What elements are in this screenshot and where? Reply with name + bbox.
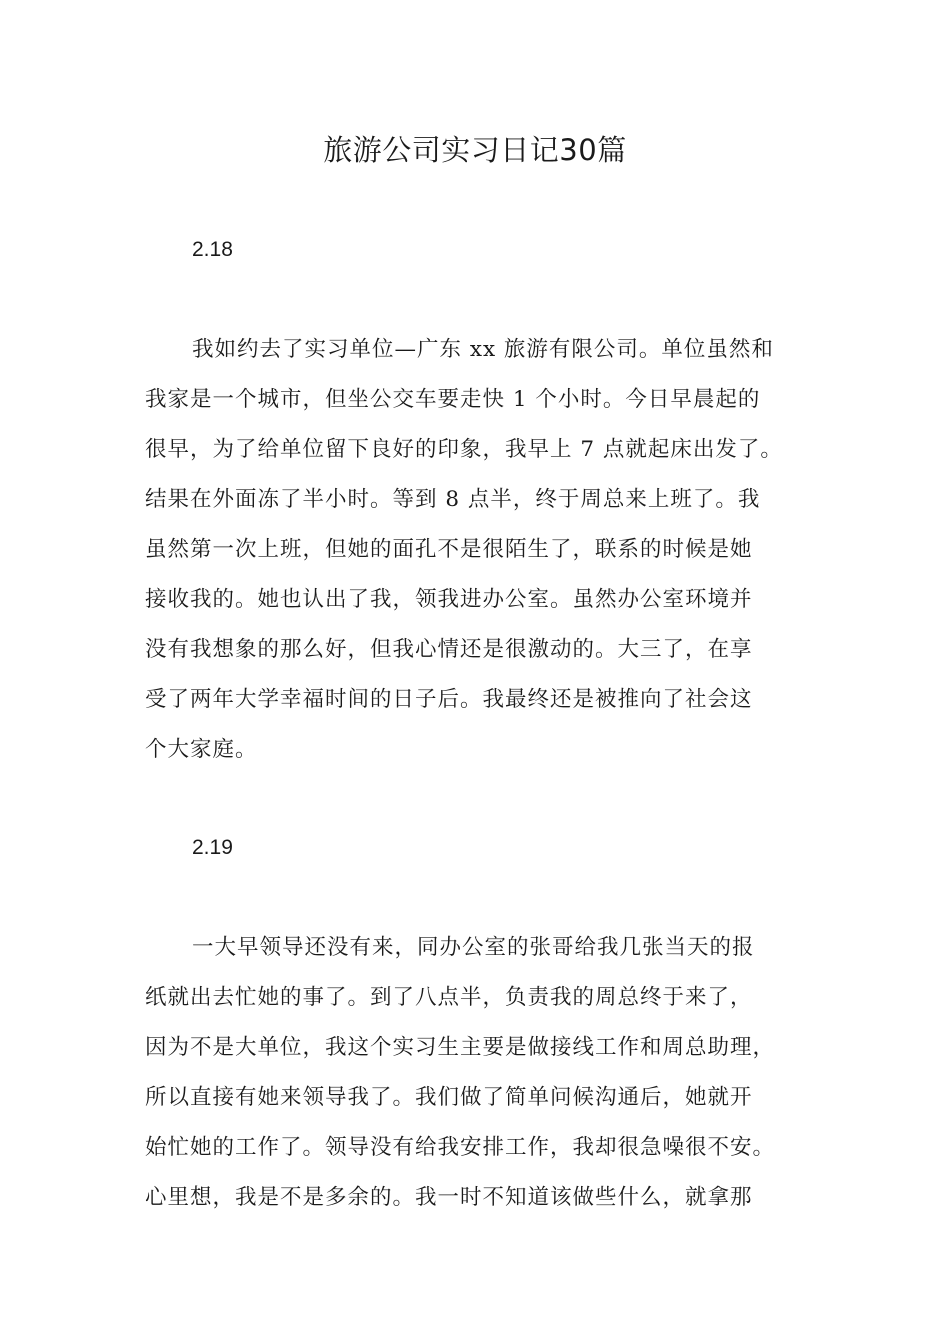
paragraph-line: 所以直接有她来领导我了。我们做了简单问候沟通后，她就开 bbox=[145, 1085, 753, 1110]
paragraph-line: 结果在外面冻了半小时。等到 8 点半，终于周总来上班了。我 bbox=[145, 487, 761, 512]
paragraph-line: 没有我想象的那么好，但我心情还是很激动的。大三了，在享 bbox=[145, 637, 753, 662]
paragraph-line: 个大家庭。 bbox=[145, 737, 258, 762]
document-title: 旅游公司实习日记30篇 bbox=[323, 133, 627, 167]
paragraph-line: 心里想，我是不是多余的。我一时不知道该做些什么，就拿那 bbox=[145, 1185, 753, 1210]
paragraph-line: 一大早领导还没有来，同办公室的张哥给我几张当天的报 bbox=[192, 935, 755, 960]
paragraph-line: 因为不是大单位，我这个实习生主要是做接线工作和周总助理， bbox=[145, 1035, 776, 1060]
paragraph-line: 始忙她的工作了。领导没有给我安排工作，我却很急噪很不安。 bbox=[145, 1135, 776, 1160]
entry-paragraph bbox=[145, 930, 825, 1230]
paragraph-line: 受了两年大学幸福时间的日子后。我最终还是被推向了社会这 bbox=[145, 687, 753, 712]
paragraph-line: 纸就出去忙她的事了。到了八点半，负责我的周总终于来了， bbox=[145, 985, 753, 1010]
entry-date: 2.19 bbox=[192, 836, 233, 859]
paragraph-line: 很早，为了给单位留下良好的印象，我早上 7 点就起床出发了。 bbox=[145, 437, 783, 462]
paragraph-line: 虽然第一次上班，但她的面孔不是很陌生了，联系的时候是她 bbox=[145, 537, 753, 562]
paragraph-line: 我如约去了实习单位—广东 xx 旅游有限公司。单位虽然和 bbox=[192, 337, 774, 362]
entry-date: 2.18 bbox=[192, 238, 233, 261]
paragraph-line: 我家是一个城市，但坐公交车要走快 1 个小时。今日早晨起的 bbox=[145, 387, 761, 412]
paragraph-line: 接收我的。她也认出了我，领我进办公室。虽然办公室环境并 bbox=[145, 587, 753, 612]
entry-paragraph bbox=[145, 332, 825, 782]
